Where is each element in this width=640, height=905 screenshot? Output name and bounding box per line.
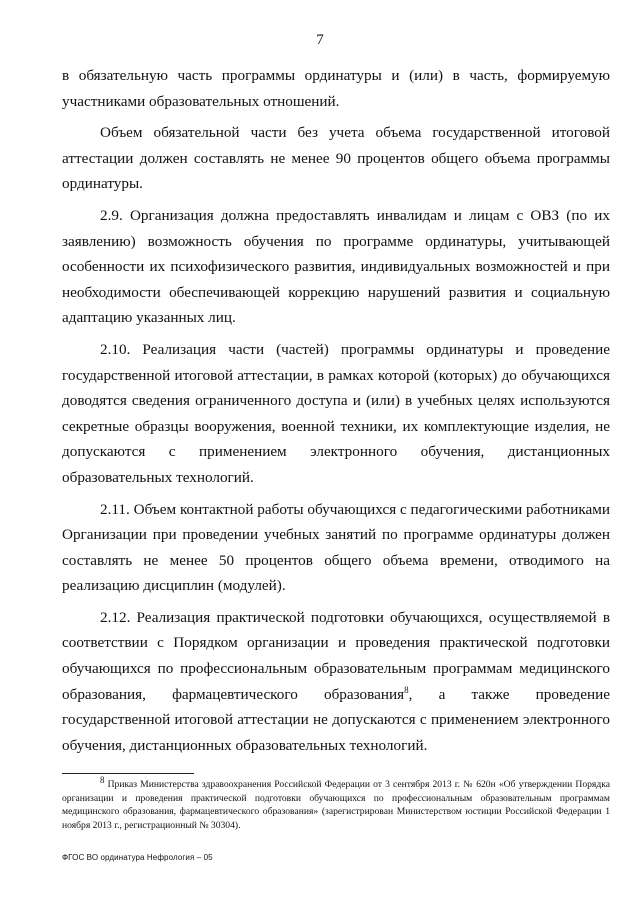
paragraph-2-12-text-start: 2.12. Реализация практической подготовки обучающихся, осуществляемой в соответствии с Порядком организации и проведения практической подготовки обучающихся по профессиональным образовательным программам медицинского образования, фармацевтического образования: [62, 608, 610, 703]
footnote: [62, 774, 610, 832]
paragraph-mandatory-part: Объем обязательной части без учета объема государственной итоговой аттестации должен составлять не менее 90 процентов общего объема программы ординатуры.: [62, 124, 610, 193]
paragraph-2-12-text-end: , а также проведение государственной итоговой аттестации не допускаются с применением электронного обучения, дистанционных образовательных технологий.: [62, 685, 610, 754]
page-number: 7: [316, 32, 324, 48]
paragraph-continuation: в обязательную часть программы ординатуры и (или) в часть, формируемую участниками образовательных отношений.: [62, 67, 610, 110]
footnote-reference-mark: 8: [404, 684, 409, 695]
paragraph-2-12: [62, 605, 610, 759]
footnote-separator: [62, 773, 194, 774]
footnote-number: 8: [100, 774, 105, 785]
paragraph-2-10: 2.10. Реализация части (частей) программы ординатуры и проведение государственной итоговой аттестации, в рамках которой (которых) до обучающихся доводятся сведения ограниченного доступа и (или) в учебных целях используются секретные образцы вооружения, военной техники, их комплектующие изделия, не допускаются с применением электронного обучения, дистанционных образовательных технологий.: [62, 340, 610, 486]
footnote-text: Приказ Министерства здравоохранения Российской Федерации от 3 сентября 2013 г. № 620н «Об утверждении Порядка организации и проведения практической подготовки обучающихся по профессиональным образовательным программам медицинского образования, фармацевтического образования» (зарегистрирован Министерством юстиции Российской Федерации 1 ноября 2013 г., регистрационный № 30304).: [62, 779, 610, 831]
paragraph-2-11: 2.11. Объем контактной работы обучающихся с педагогическими работниками Организации при проведении учебных занятий по программе ординатуры должен составлять не менее 50 процентов общего объема времени, отводимого на реализацию дисциплин (модулей).: [62, 500, 610, 595]
document-footer-label: ФГОС ВО ординатура Нефрология – 05: [62, 853, 213, 862]
paragraph-2-9: 2.9. Организация должна предоставлять инвалидам и лицам с ОВЗ (по их заявлению) возможность обучения по программе ординатуры, учитывающей особенности их психофизического развития, индивидуальных возможностей и при необходимости обеспечивающей коррекцию нарушений развития и социальную адаптацию указанных лиц.: [62, 206, 610, 327]
body-text: [62, 63, 610, 764]
